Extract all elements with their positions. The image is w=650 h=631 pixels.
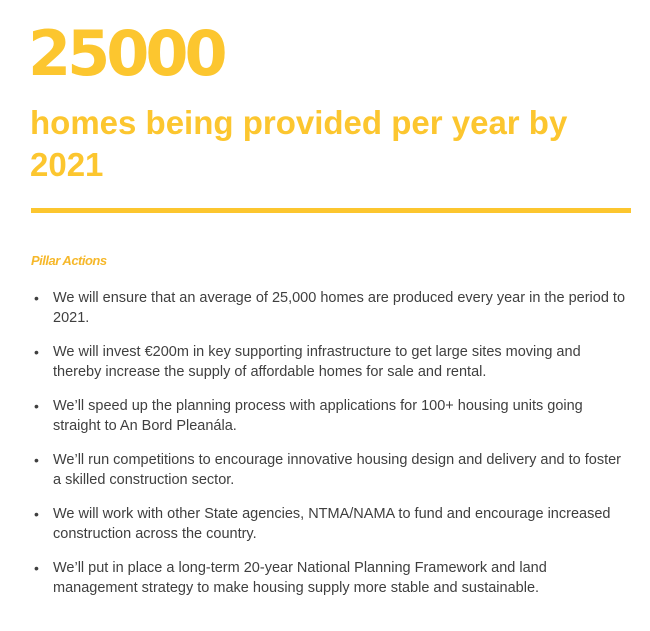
list-item-text: We’ll put in place a long-term 20-year National Planning Framework and land management strategy to make housing supply more stable and sustainable.: [53, 560, 547, 596]
bullet-icon: •: [34, 398, 39, 414]
list-item-text: We will invest €200m in key supporting infrastructure to get large sites moving and thereby increase the supply of affordable homes for sale and rental.: [53, 344, 581, 380]
list-item: [31, 396, 631, 436]
list-item-text: We will ensure that an average of 25,000 homes are produced every year in the period to 2021.: [53, 290, 626, 326]
bullet-icon: •: [34, 290, 39, 306]
list-item-text: We’ll run competitions to encourage innovative housing design and delivery and to foster a skilled construction sector.: [53, 452, 621, 488]
list-item: [31, 558, 631, 598]
stat-headline: homes being provided per year by 2021: [30, 104, 568, 183]
list-item-text: We will work with other State agencies, NTMA/NAMA to fund and encourage increased construction across the country.: [53, 506, 611, 542]
list-item: [31, 450, 631, 490]
bullet-icon: •: [34, 506, 39, 522]
list-item-text: We’ll speed up the planning process with applications for 100+ housing units going straight to An Bord Pleanála.: [53, 398, 583, 434]
pillar-actions-list: [31, 288, 631, 612]
bullet-icon: •: [34, 452, 39, 468]
section-label: Pillar Actions: [31, 253, 107, 268]
list-item: [31, 288, 631, 328]
list-item: [31, 504, 631, 544]
bullet-icon: •: [34, 560, 39, 576]
stat-number: 25000: [28, 17, 224, 90]
bullet-icon: •: [34, 344, 39, 360]
list-item: [31, 342, 631, 382]
divider-rule: [31, 208, 631, 213]
